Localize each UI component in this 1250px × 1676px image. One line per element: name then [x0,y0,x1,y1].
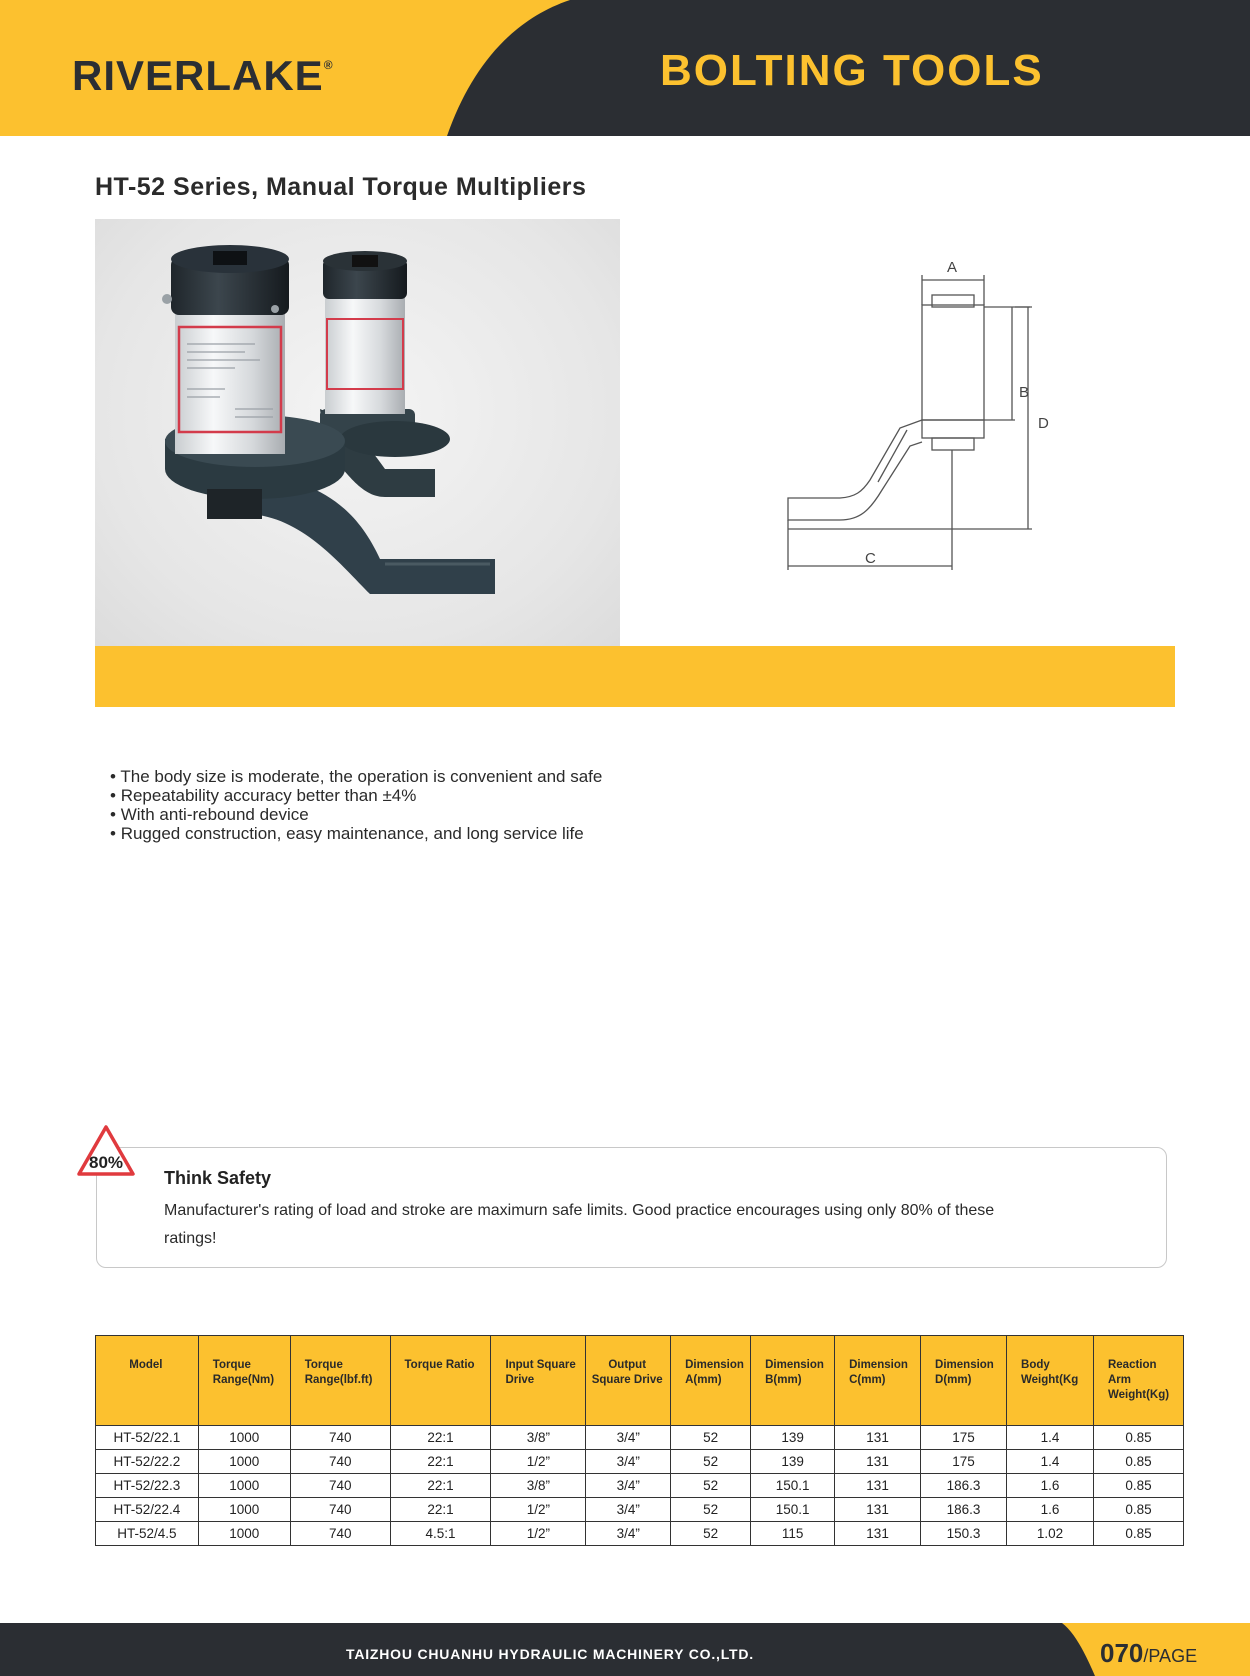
table-cell: 740 [290,1426,390,1450]
column-header: Torque Range(lbf.ft) [290,1336,390,1426]
table-cell: 115 [751,1522,835,1546]
table-cell: 22:1 [390,1450,491,1474]
column-header: Reaction Arm Weight(Kg) [1093,1336,1183,1426]
table-cell: HT-52/22.3 [96,1474,199,1498]
table-cell: 0.85 [1093,1522,1183,1546]
table-cell: 150.1 [751,1474,835,1498]
column-header: Dimension A(mm) [671,1336,751,1426]
table-cell: 139 [751,1450,835,1474]
page-number-value: 070 [1100,1638,1144,1668]
product-title: HT-52 Series, Manual Torque Multipliers [95,173,587,201]
table-cell: 3/4” [586,1450,671,1474]
table-cell: 1.4 [1007,1426,1094,1450]
column-header: Dimension C(mm) [835,1336,921,1426]
table-cell: 139 [751,1426,835,1450]
warning-triangle-icon [76,1124,136,1178]
table-header-row [96,1336,1184,1426]
table-cell: 0.85 [1093,1426,1183,1450]
dimension-label-b: B [1019,384,1030,401]
table-cell: 1/2” [491,1498,586,1522]
table-cell: 1.4 [1007,1450,1094,1474]
table-cell: 4.5:1 [390,1522,491,1546]
section-title: BOLTING TOOLS [660,46,1044,95]
table-cell: 22:1 [390,1426,491,1450]
table-cell: 52 [671,1426,751,1450]
safety-text: Manufacturer's rating of load and stroke are maximurn safe limits. Good practice encourages using only 80% of these ratings! [164,1202,995,1247]
table-row [96,1450,1184,1474]
specification-table [95,1335,1184,1546]
footer-company-name: TAIZHOU CHUANHU HYDRAULIC MACHINERY CO.,LTD. [346,1646,754,1662]
table-cell: 1/2” [491,1450,586,1474]
table-cell: 1000 [198,1426,290,1450]
table-cell: 740 [290,1498,390,1522]
table-cell: 186.3 [921,1498,1007,1522]
table-cell: 1000 [198,1522,290,1546]
feature-item: • The body size is moderate, the operation is convenient and safe [110,767,602,786]
table-cell: HT-52/22.2 [96,1450,199,1474]
table-cell: 0.85 [1093,1450,1183,1474]
column-header: Torque Ratio [390,1336,491,1426]
table-row [96,1522,1184,1546]
table-cell: 131 [835,1498,921,1522]
table-cell: 52 [671,1474,751,1498]
table-cell: 3/4” [586,1498,671,1522]
yellow-band [95,646,1175,707]
table-cell: 22:1 [390,1474,491,1498]
table-cell: 131 [835,1474,921,1498]
column-header: Output Square Drive [586,1336,671,1426]
column-header: Model [96,1336,199,1426]
page-number [1100,1638,1197,1669]
table-cell: 3/8” [491,1474,586,1498]
table-row [96,1474,1184,1498]
feature-item: • With anti-rebound device [110,805,602,824]
table-cell: 1000 [198,1474,290,1498]
table-cell: 131 [835,1522,921,1546]
feature-item: • Repeatability accuracy better than ±4% [110,786,602,805]
table-cell: 3/4” [586,1522,671,1546]
table-cell: 3/4” [586,1426,671,1450]
table-cell: HT-52/22.1 [96,1426,199,1450]
table-cell: 1.02 [1007,1522,1094,1546]
safety-badge-text: 80% [88,1153,124,1172]
page-suffix: /PAGE [1143,1646,1198,1666]
column-header: Body Weight(Kg [1007,1336,1094,1426]
table-cell: 1.6 [1007,1498,1094,1522]
table-cell: HT-52/22.4 [96,1498,199,1522]
table-cell: 52 [671,1450,751,1474]
column-header: Dimension B(mm) [751,1336,835,1426]
table-cell: HT-52/4.5 [96,1522,199,1546]
dimension-label-a: A [947,259,958,276]
brand-logo [72,52,334,100]
table-cell: 175 [921,1426,1007,1450]
table-cell: 740 [290,1474,390,1498]
torque-multiplier-illustration [95,219,620,646]
table-cell: 131 [835,1450,921,1474]
table-cell: 1000 [198,1498,290,1522]
feature-list [110,767,602,843]
table-cell: 175 [921,1450,1007,1474]
table-cell: 52 [671,1522,751,1546]
table-cell: 1000 [198,1450,290,1474]
table-cell: 1.6 [1007,1474,1094,1498]
brand-name: RIVERLAKE [72,52,324,99]
table-cell: 150.1 [751,1498,835,1522]
table-cell: 150.3 [921,1522,1007,1546]
table-cell: 0.85 [1093,1474,1183,1498]
table-cell: 1/2” [491,1522,586,1546]
table-cell: 740 [290,1450,390,1474]
dimension-label-c: C [865,550,876,567]
table-cell: 3/4” [586,1474,671,1498]
column-header: Input Square Drive [491,1336,586,1426]
column-header: Dimension D(mm) [921,1336,1007,1426]
table-cell: 131 [835,1426,921,1450]
safety-title: Think Safety [164,1168,272,1188]
registered-mark: ® [323,58,334,72]
page-header [0,0,1250,136]
feature-item: • Rugged construction, easy maintenance, and long service life [110,824,602,843]
column-header: Torque Range(Nm) [198,1336,290,1426]
table-cell: 740 [290,1522,390,1546]
table-row [96,1426,1184,1450]
table-cell: 186.3 [921,1474,1007,1498]
table-cell: 22:1 [390,1498,491,1522]
table-cell: 3/8” [491,1426,586,1450]
table-row [96,1498,1184,1522]
table-cell: 0.85 [1093,1498,1183,1522]
dimension-diagram [770,250,1100,580]
table-cell: 52 [671,1498,751,1522]
dimension-label-d: D [1038,415,1049,432]
product-photo [95,219,620,646]
